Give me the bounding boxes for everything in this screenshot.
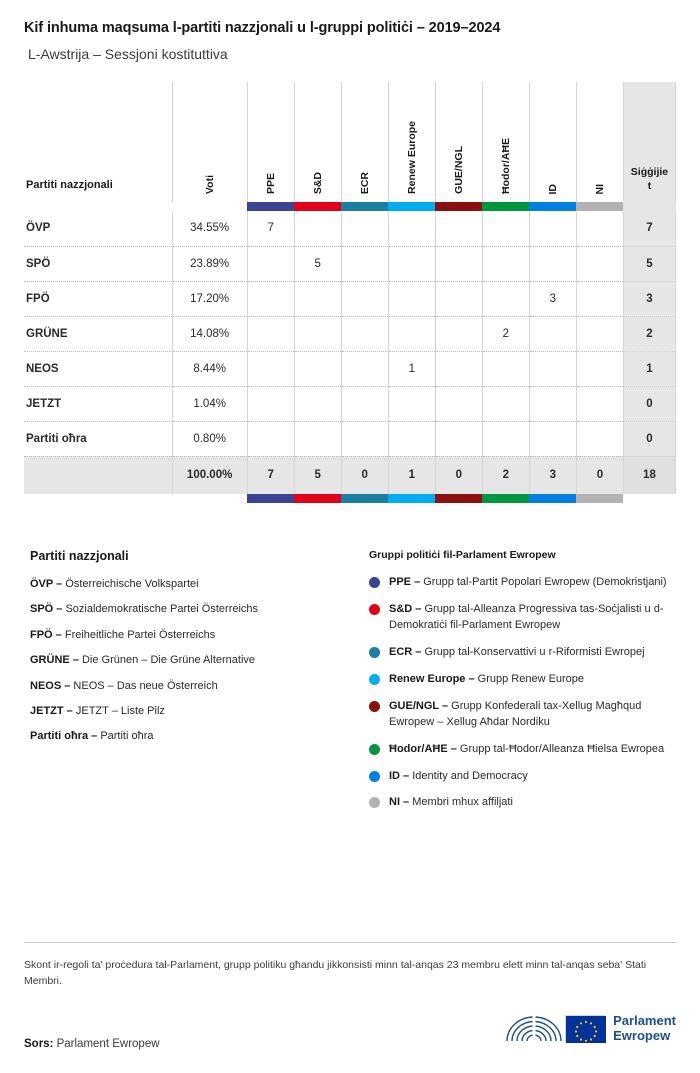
cell-renew [388, 386, 435, 421]
page-subtitle: L-Awstrija – Sessjoni kostituttiva [28, 46, 228, 62]
source-value: Parlament Ewropew [56, 1038, 160, 1050]
legend-item [369, 575, 676, 591]
cell-ppe: 7 [247, 211, 294, 246]
colorbar-spacer-votes [172, 202, 247, 211]
legend-item [369, 742, 676, 758]
legend-name: Membri mhux affiljati [412, 796, 513, 809]
cell-ecr [341, 211, 388, 246]
colorbar-id [529, 202, 576, 211]
cell-guengl [435, 281, 482, 316]
colorbar-greens [482, 202, 529, 211]
cell-ecr [341, 246, 388, 281]
legend-abbr: PPE – [389, 576, 421, 588]
footbar-sd [294, 494, 341, 503]
row-votes: 23.89% [172, 246, 247, 281]
totals-sd: 5 [294, 456, 341, 494]
legend-name: JETZT – Liste Pilz [75, 704, 165, 717]
footnote: Skont ir-regoli ta' proċedura tal-Parlament, grupp politiku għandu jikkonsisti minn tal-anqas 23 membru elett minn tal-anqas seba' Stati Membri. [24, 942, 676, 990]
legend-political-groups [369, 549, 676, 822]
colorbar-ecr [341, 202, 388, 211]
legend-name: Grupp Renew Europe [477, 672, 585, 685]
table-row [24, 316, 676, 351]
cell-guengl [435, 351, 482, 386]
legend-abbr: ID – [389, 769, 410, 782]
row-seats: 0 [623, 386, 675, 421]
totals-ni: 0 [576, 456, 623, 494]
legend-name: Sozialdemokratische Partei Österreichs [65, 603, 259, 616]
cell-sd [294, 421, 341, 456]
footbar-ni [576, 494, 623, 503]
header-party: Partiti nazzjonali [26, 179, 113, 192]
table-row [24, 386, 676, 421]
header-group-ecr: ECR [341, 82, 388, 202]
legend-name: Identity and Democracy [412, 769, 528, 782]
totals-greens: 2 [482, 456, 529, 494]
cell-sd: 5 [294, 246, 341, 281]
header-group-id: ID [529, 82, 576, 202]
color-dot-icon [369, 674, 380, 685]
cell-id [529, 316, 576, 351]
legend-item [369, 645, 676, 661]
cell-renew [388, 281, 435, 316]
legend-national-parties [24, 549, 369, 822]
legend-item [30, 729, 369, 744]
footbar-id [529, 494, 576, 503]
header-group-guengl: GUE/NGL [435, 82, 482, 202]
legend-abbr: S&D – [389, 602, 422, 615]
header-group-ppe: PPE [247, 82, 294, 202]
header-seats: Siġġijiet [623, 82, 675, 202]
legend-item [30, 704, 369, 719]
legend-abbr: Ħodor/AĦE – [389, 742, 457, 755]
ep-logo-line2: Ewropew [613, 1027, 671, 1043]
legend-item [30, 602, 369, 617]
color-dot-icon [369, 771, 380, 782]
legend-item [30, 577, 369, 592]
ep-logo-line1: Parlament [613, 1013, 676, 1028]
cell-greens [482, 351, 529, 386]
cell-ni [576, 386, 623, 421]
cell-guengl [435, 246, 482, 281]
legend-name: Grupp tal-Konservattivi u r-Riformisti Ewropej [424, 645, 645, 658]
legend-name: Freiheitliche Partei Österreichs [64, 628, 216, 641]
row-party-name: ÖVP [24, 211, 172, 246]
legend-item [369, 602, 676, 634]
legend-item [369, 699, 676, 731]
legend-name: Die Grünen – Die Grüne Alternative [81, 654, 256, 667]
cell-greens [482, 281, 529, 316]
row-votes: 1.04% [172, 386, 247, 421]
table-row [24, 351, 676, 386]
table-body [24, 211, 676, 503]
legend-name: Österreichische Volkspartei [65, 578, 199, 590]
legend-national-heading: Partiti nazzjonali [30, 549, 129, 563]
legend-abbr: GRÜNE – [30, 654, 79, 667]
legend-area [24, 549, 676, 822]
cell-ni [576, 281, 623, 316]
legend-item [369, 672, 676, 688]
legend-abbr: ÖVP – [30, 578, 63, 590]
table-totals-row [24, 456, 676, 494]
table-head [24, 82, 676, 211]
cell-guengl [435, 386, 482, 421]
colorbar-guengl [435, 202, 482, 211]
row-party-name: JETZT [24, 386, 172, 421]
cell-greens [482, 211, 529, 246]
totals-label [24, 456, 172, 494]
totals-seats: 18 [623, 456, 675, 494]
legend-abbr: Partiti oħra – [30, 730, 98, 743]
totals-votes: 100.00% [172, 456, 247, 494]
cell-ni [576, 351, 623, 386]
row-votes: 14.08% [172, 316, 247, 351]
colorbar-sd [294, 202, 341, 211]
cell-ppe [247, 421, 294, 456]
cell-sd [294, 211, 341, 246]
color-dot-icon [369, 604, 380, 615]
group-color-bar-row [24, 202, 676, 211]
cell-ppe [247, 246, 294, 281]
legend-item [369, 769, 676, 785]
cell-renew [388, 316, 435, 351]
footbar-guengl [435, 494, 482, 503]
row-party-name: SPÖ [24, 246, 172, 281]
legend-item [369, 795, 676, 811]
legend-name: Grupp Konfederali tax-Xellug Magħqud Ewropew – Xellug Aħdar Nordiku [389, 699, 642, 728]
cell-guengl [435, 211, 482, 246]
cell-sd [294, 386, 341, 421]
cell-greens [482, 246, 529, 281]
cell-ni [576, 316, 623, 351]
footbar-ecr [341, 494, 388, 503]
cell-sd [294, 316, 341, 351]
footbar-spacer-seats [623, 494, 675, 503]
cell-sd [294, 281, 341, 316]
hemicycle-icon [503, 1015, 565, 1043]
footbar-spacer-votes [172, 494, 247, 503]
cell-ecr [341, 351, 388, 386]
ep-logo-text [613, 1014, 676, 1044]
row-votes: 8.44% [172, 351, 247, 386]
row-seats: 7 [623, 211, 675, 246]
row-party-name: Partiti oħra [24, 421, 172, 456]
cell-renew: 1 [388, 351, 435, 386]
cell-renew [388, 211, 435, 246]
color-dot-icon [369, 797, 380, 808]
cell-ecr [341, 421, 388, 456]
row-seats: 1 [623, 351, 675, 386]
cell-ppe [247, 281, 294, 316]
legend-name: Grupp tal-Ħodor/Alleanza Ħielsa Ewropea [459, 742, 665, 755]
colorbar-spacer-party [24, 202, 172, 211]
legend-name: Grupp tal-Alleanza Progressiva tas-Soċjalisti u d-Demokratiċi fil-Parlament Ewropew [389, 602, 664, 631]
legend-item [30, 653, 369, 668]
row-seats: 0 [623, 421, 675, 456]
row-seats: 2 [623, 316, 675, 351]
row-party-name: FPÖ [24, 281, 172, 316]
color-dot-icon [369, 701, 380, 712]
cell-greens [482, 386, 529, 421]
row-seats: 3 [623, 281, 675, 316]
legend-abbr: NI – [389, 796, 410, 809]
cell-ni [576, 246, 623, 281]
header-group-greens: Ħodor/AĦE [482, 82, 529, 202]
seat-distribution-table [24, 82, 676, 503]
legend-groups-heading: Gruppi politiċi fil-Parlament Ewropew [369, 549, 556, 561]
cell-greens: 2 [482, 316, 529, 351]
legend-abbr: JETZT – [30, 704, 73, 717]
cell-ni [576, 211, 623, 246]
source-line [24, 1038, 160, 1050]
colorbar-spacer-seats [623, 202, 675, 211]
colorbar-ni [576, 202, 623, 211]
footbar-ppe [247, 494, 294, 503]
cell-guengl [435, 316, 482, 351]
cell-id [529, 386, 576, 421]
footbar-spacer-party [24, 494, 172, 503]
footbar-greens [482, 494, 529, 503]
page-title: Kif inhuma maqsuma l-partiti nazzjonali u l-gruppi politiċi – 2019–2024 [24, 20, 501, 36]
color-dot-icon [369, 744, 380, 755]
row-votes: 0.80% [172, 421, 247, 456]
row-votes: 17.20% [172, 281, 247, 316]
european-parliament-logo [503, 1014, 676, 1044]
table-row [24, 281, 676, 316]
legend-name: NEOS – Das neue Österreich [73, 679, 218, 692]
cell-ppe [247, 351, 294, 386]
cell-renew [388, 421, 435, 456]
cell-ecr [341, 316, 388, 351]
color-dot-icon [369, 577, 380, 588]
table-row [24, 211, 676, 246]
cell-greens [482, 421, 529, 456]
cell-guengl [435, 421, 482, 456]
cell-renew [388, 246, 435, 281]
cell-ppe [247, 316, 294, 351]
cell-id [529, 211, 576, 246]
header-group-renew: Renew Europe [388, 82, 435, 202]
cell-ecr [341, 281, 388, 316]
cell-ecr [341, 386, 388, 421]
table-row [24, 246, 676, 281]
color-dot-icon [369, 647, 380, 658]
legend-abbr: FPÖ – [30, 628, 62, 641]
footbar-renew [388, 494, 435, 503]
cell-id [529, 351, 576, 386]
legend-item [30, 679, 369, 694]
header-votes: Voti [172, 82, 247, 202]
row-votes: 34.55% [172, 211, 247, 246]
totals-id: 3 [529, 456, 576, 494]
legend-abbr: ECR – [389, 645, 422, 658]
legend-abbr: SPÖ – [30, 603, 63, 616]
colorbar-ppe [247, 202, 294, 211]
totals-ppe: 7 [247, 456, 294, 494]
row-seats: 5 [623, 246, 675, 281]
cell-id [529, 421, 576, 456]
cell-id: 3 [529, 281, 576, 316]
cell-id [529, 246, 576, 281]
legend-name: Grupp tal-Partit Popolari Ewropew (Demokristjani) [423, 576, 667, 588]
legend-abbr: NEOS – [30, 679, 71, 692]
cell-ni [576, 421, 623, 456]
cell-ppe [247, 386, 294, 421]
row-party-name: GRÜNE [24, 316, 172, 351]
totals-ecr: 0 [341, 456, 388, 494]
totals-guengl: 0 [435, 456, 482, 494]
source-label: Sors: [24, 1038, 54, 1050]
header-group-sd: S&D [294, 82, 341, 202]
table-row [24, 421, 676, 456]
legend-abbr: Renew Europe – [389, 672, 475, 685]
colorbar-renew [388, 202, 435, 211]
header-group-ni: NI [576, 82, 623, 202]
row-party-name: NEOS [24, 351, 172, 386]
cell-sd [294, 351, 341, 386]
eu-flag-icon [565, 1015, 605, 1042]
legend-item [30, 628, 369, 643]
legend-name: Partiti oħra [100, 730, 154, 743]
legend-abbr: GUE/NGL – [389, 699, 449, 712]
totals-renew: 1 [388, 456, 435, 494]
group-color-bar-footer [24, 494, 676, 503]
